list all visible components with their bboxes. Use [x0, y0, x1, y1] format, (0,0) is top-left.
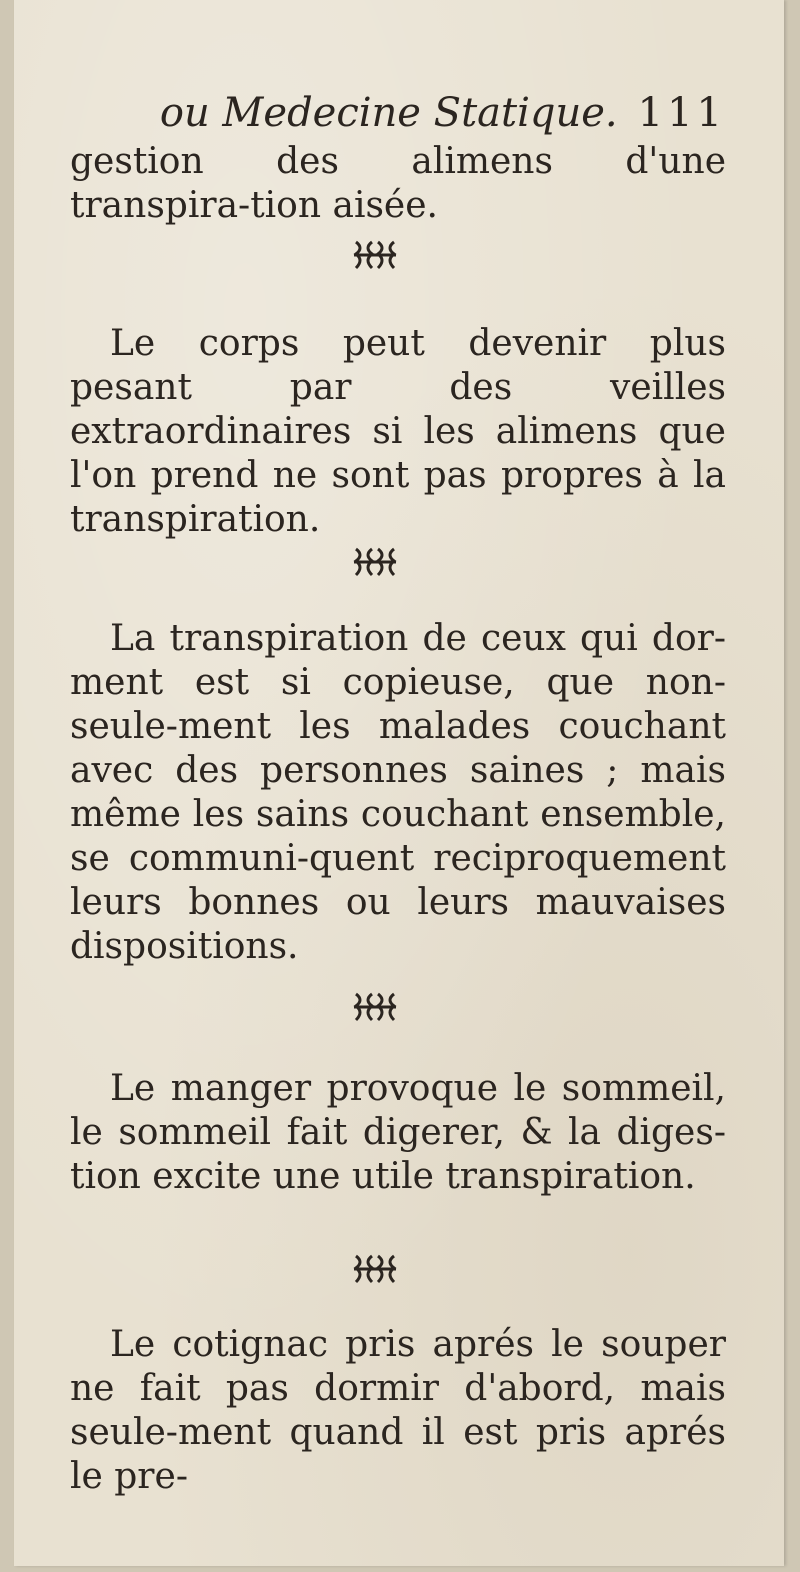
fleuron-ornament-icon — [350, 238, 400, 274]
paragraph-veilles: Le corps peut devenir plus pesant par des veilles extraordinaires si les alimens que l'on prend ne sont pas propres à la transpiration. — [70, 323, 726, 540]
fleuron-ornament-icon — [350, 990, 400, 1026]
running-head-title: ou Medecine Statique. — [159, 90, 618, 136]
fleuron-ornament-icon — [350, 545, 400, 581]
paragraph-manger-sommeil: Le manger provoque le sommeil, le sommeil fait digerer, & la diges-tion excite une utile transpiration. — [70, 1068, 726, 1197]
running-head — [70, 88, 726, 138]
fleuron-ornament-icon — [350, 1252, 400, 1288]
paragraph-cotignac: Le cotignac pris aprés le souper ne fait pas dormir d'abord, mais seule-ment quand il est pris aprés le pre- — [70, 1324, 726, 1497]
book-page — [14, 0, 784, 1566]
page-number: 111 — [637, 90, 726, 136]
paragraph-transpiration-sommeil: La transpiration de ceux qui dor-ment est si copieuse, que non-seule-ment les malades couchant avec des personnes saines ; mais même les sains couchant ensemble, se communi-quent reciproquement leurs bonnes ou leurs mauvaises dispositions. — [70, 618, 726, 967]
paragraph-continuation: gestion des alimens d'une transpira-tion aisée. — [70, 141, 726, 226]
